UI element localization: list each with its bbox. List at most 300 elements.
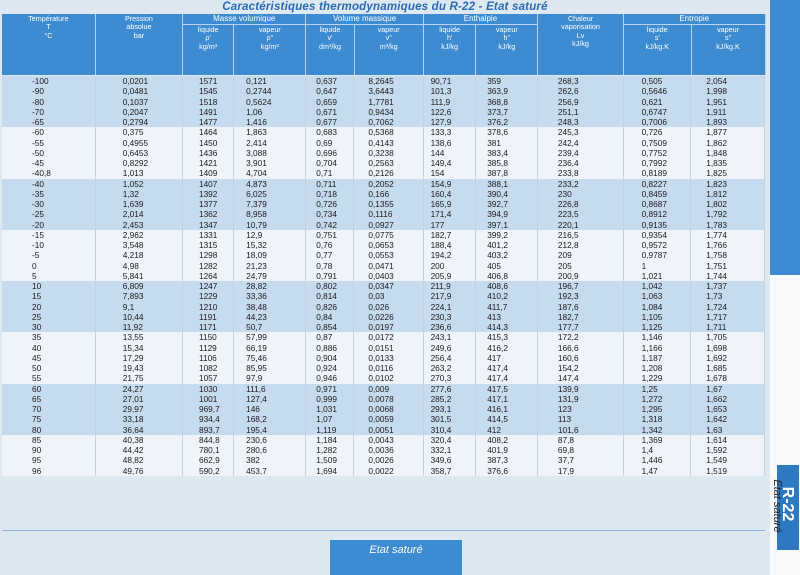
table-cell: 0,505	[623, 76, 691, 86]
table-cell: 408,6	[476, 281, 538, 291]
table-cell: 0,69	[306, 138, 354, 148]
table-cell: 38,48	[234, 302, 306, 312]
table-cell: 113	[537, 414, 623, 424]
table-cell: 417,4	[476, 363, 538, 373]
table-cell: 413	[476, 312, 538, 322]
table-cell: 0,2052	[354, 179, 423, 189]
table-cell: 111,9	[423, 97, 476, 107]
table-cell: 1,825	[691, 168, 765, 178]
table-cell: 0,7752	[623, 148, 691, 158]
table-cell: 410,2	[476, 291, 538, 301]
table-cell: 131,9	[537, 394, 623, 404]
table-cell: 0,2794	[95, 117, 182, 127]
table-cell: 13,55	[95, 332, 182, 342]
table-cell: 0,87	[306, 332, 354, 342]
table-cell: 166,6	[537, 343, 623, 353]
footer-tab: Etat saturé	[330, 540, 462, 575]
table-cell: 1,125	[623, 322, 691, 332]
table-cell: 0,121	[234, 76, 306, 86]
table-cell: 1191	[182, 312, 233, 322]
table-cell: 416,1	[476, 404, 538, 414]
table-cell: 50,7	[234, 322, 306, 332]
table-cell: 36,64	[95, 425, 182, 435]
table-cell: -65	[2, 117, 95, 127]
table-cell: 48,82	[95, 455, 182, 465]
table-cell: 19,43	[95, 363, 182, 373]
table-cell: 65	[2, 394, 95, 404]
table-cell: 0,659	[306, 97, 354, 107]
table-cell: 1,25	[623, 384, 691, 394]
table-row	[2, 343, 765, 353]
table-cell: 0,637	[306, 76, 354, 86]
table-cell: 417,1	[476, 394, 538, 404]
table-cell: 844,8	[182, 435, 233, 445]
table-cell: 383,4	[476, 148, 538, 158]
table-cell: 28,82	[234, 281, 306, 291]
table-cell: 205	[537, 261, 623, 271]
table-cell: 1,67	[691, 384, 765, 394]
table-cell: 0,8459	[623, 189, 691, 199]
table-cell: 0,166	[354, 189, 423, 199]
table-cell: 127,9	[423, 117, 476, 127]
table-cell: 122,6	[423, 107, 476, 117]
table-cell: 403,2	[476, 250, 538, 260]
table-cell: 1,592	[691, 445, 765, 455]
table-cell: 277,6	[423, 384, 476, 394]
table-cell: 87,8	[537, 435, 623, 445]
table-cell: 0,84	[306, 312, 354, 322]
table-row	[2, 230, 765, 240]
table-cell: 1,282	[306, 445, 354, 455]
table-row	[2, 363, 765, 373]
table-cell: 1518	[182, 97, 233, 107]
table-cell: 1,119	[306, 425, 354, 435]
table-cell: 217,9	[423, 291, 476, 301]
table-cell: 262,6	[537, 86, 623, 96]
table-cell: 69,8	[537, 445, 623, 455]
table-cell: 45	[2, 353, 95, 363]
table-row	[2, 76, 765, 86]
table-cell: 0,1116	[354, 209, 423, 219]
table-cell: 0,0043	[354, 435, 423, 445]
table-cell: 411,7	[476, 302, 538, 312]
header-enthalpie: Enthalpie	[423, 14, 537, 25]
table-cell: -90	[2, 86, 95, 96]
table-cell: -10	[2, 240, 95, 250]
table-cell: 0,026	[354, 302, 423, 312]
table-cell: 226,8	[537, 199, 623, 209]
table-row	[2, 394, 765, 404]
table-cell: 780,1	[182, 445, 233, 455]
table-cell: 0,7992	[623, 158, 691, 168]
table-cell: 40,38	[95, 435, 182, 445]
table-cell: 1001	[182, 394, 233, 404]
table-cell: 280,6	[234, 445, 306, 455]
table-cell: 1436	[182, 148, 233, 158]
table-cell: -40	[2, 179, 95, 189]
table-cell: 0,8292	[95, 158, 182, 168]
table-cell: 0,0151	[354, 343, 423, 353]
table-cell: 138,6	[423, 138, 476, 148]
table-cell: 1,4	[623, 445, 691, 455]
table-row	[2, 291, 765, 301]
table-cell: 1,737	[691, 281, 765, 291]
table-cell: 0,0197	[354, 322, 423, 332]
table-cell: 1362	[182, 209, 233, 219]
table-cell: 1,013	[95, 168, 182, 178]
table-row	[2, 250, 765, 260]
table-cell: 417,5	[476, 384, 538, 394]
table-row	[2, 117, 765, 127]
header-pression: Pression absolue bar	[95, 14, 182, 75]
table-cell: 893,7	[182, 425, 233, 435]
table-cell: 97,9	[234, 373, 306, 383]
table-cell: 1331	[182, 230, 233, 240]
table-cell: 6,025	[234, 189, 306, 199]
table-cell: 1,519	[691, 466, 765, 476]
table-cell: 0,0201	[95, 76, 182, 86]
page-title: Caractéristiques thermodynamiques du R-22 - Etat saturé	[222, 1, 548, 13]
table-cell: 182,7	[537, 312, 623, 322]
table-cell: -35	[2, 189, 95, 199]
table-cell: 1315	[182, 240, 233, 250]
table-cell: 230	[537, 189, 623, 199]
table-cell: 160,6	[537, 353, 623, 363]
table-cell: 385,8	[476, 158, 538, 168]
table-cell: 0,677	[306, 117, 354, 127]
table-cell: 0,8227	[623, 179, 691, 189]
table-cell: 209	[537, 250, 623, 260]
table-row	[2, 373, 765, 383]
table-cell: 18,09	[234, 250, 306, 260]
table-cell: 1,63	[691, 425, 765, 435]
table-cell: 1,766	[691, 240, 765, 250]
table-cell: 230,6	[234, 435, 306, 445]
table-cell: 236,4	[537, 158, 623, 168]
table-cell: 0,886	[306, 343, 354, 353]
table-cell: 1,73	[691, 291, 765, 301]
table-cell: 0,6453	[95, 148, 182, 158]
table-cell: 0,9572	[623, 240, 691, 250]
table-cell: 1,951	[691, 97, 765, 107]
table-cell: 1,166	[623, 343, 691, 353]
table-cell: 0,2126	[354, 168, 423, 178]
table-cell: 21,23	[234, 261, 306, 271]
table-cell: 0,0226	[354, 312, 423, 322]
table-cell: 1,863	[234, 127, 306, 137]
side-tab-top	[770, 0, 800, 275]
header-volume-vapeur: vapeur v" m³/kg	[354, 25, 423, 76]
table-cell: 172,2	[537, 332, 623, 342]
table-cell: 133,3	[423, 127, 476, 137]
table-cell: 123	[537, 404, 623, 414]
table-cell: 263,2	[423, 363, 476, 373]
table-cell: 1,042	[623, 281, 691, 291]
table-cell: 1,229	[623, 373, 691, 383]
table-cell: 154,9	[423, 179, 476, 189]
table-cell: 251,1	[537, 107, 623, 117]
table-cell: 0,8189	[623, 168, 691, 178]
table-cell: 0,5368	[354, 127, 423, 137]
table-cell: 0,8687	[623, 199, 691, 209]
table-cell: 236,6	[423, 322, 476, 332]
table-cell: 417	[476, 353, 538, 363]
table-cell: 0,0133	[354, 353, 423, 363]
table-cell: 0,0068	[354, 404, 423, 414]
table-cell: 376,6	[476, 466, 538, 476]
table-cell: 1,031	[306, 404, 354, 414]
table-cell: 147,4	[537, 373, 623, 383]
table-cell: 1407	[182, 179, 233, 189]
table-cell: 1150	[182, 332, 233, 342]
table-cell: 212,8	[537, 240, 623, 250]
table-cell: 1421	[182, 158, 233, 168]
table-cell: 248,3	[537, 117, 623, 127]
table-cell: 30	[2, 322, 95, 332]
table-cell: 200	[423, 261, 476, 271]
table-cell: 0,7062	[354, 117, 423, 127]
header-chaleur: Chaleur vaporisation Lv kJ/kg	[538, 14, 624, 75]
table-cell: 243,1	[423, 332, 476, 342]
table-cell: 1,084	[623, 302, 691, 312]
table-cell: -100	[2, 76, 95, 86]
table-cell: 1057	[182, 373, 233, 383]
table-cell: 1,342	[623, 425, 691, 435]
table-cell: 33,18	[95, 414, 182, 424]
table-cell: 200,9	[537, 271, 623, 281]
table-cell: 349,6	[423, 455, 476, 465]
table-cell: 2,014	[95, 209, 182, 219]
table-cell: 2,453	[95, 220, 182, 230]
table-cell: 4,873	[234, 179, 306, 189]
table-cell: 1264	[182, 271, 233, 281]
table-cell: 194,2	[423, 250, 476, 260]
table-cell: 1171	[182, 322, 233, 332]
table-cell: 0,696	[306, 148, 354, 158]
table-cell: 934,4	[182, 414, 233, 424]
table-row	[2, 353, 765, 363]
table-cell: 2,962	[95, 230, 182, 240]
table-cell: 1298	[182, 250, 233, 260]
table-cell: 4,218	[95, 250, 182, 260]
table-row	[2, 240, 765, 250]
table-cell: 211,9	[423, 281, 476, 291]
table-cell: 0,71	[306, 168, 354, 178]
table-cell: 245,3	[537, 127, 623, 137]
table-cell: 387,3	[476, 455, 538, 465]
table-row	[2, 158, 765, 168]
table-cell: 0,009	[354, 384, 423, 394]
table-cell: 10,44	[95, 312, 182, 322]
table-cell: 0,0078	[354, 394, 423, 404]
table-cell: 1,692	[691, 353, 765, 363]
table-cell: 7,379	[234, 199, 306, 209]
table-cell: 85	[2, 435, 95, 445]
table-cell: 408,2	[476, 435, 538, 445]
table-cell: 0,03	[354, 291, 423, 301]
header-temperature: Température T °C	[2, 14, 95, 75]
table-cell: 390,4	[476, 189, 538, 199]
header-masse-volumique: Masse volumique	[183, 14, 306, 25]
table-cell: 0,0471	[354, 261, 423, 271]
table-cell: 1,783	[691, 220, 765, 230]
table-cell: 0,0481	[95, 86, 182, 96]
table-cell: -20	[2, 220, 95, 230]
table-cell: 0,671	[306, 107, 354, 117]
table-cell: 1,509	[306, 455, 354, 465]
table-cell: 177,7	[537, 322, 623, 332]
table-cell: 0,375	[95, 127, 182, 137]
table-cell: 310,4	[423, 425, 476, 435]
table-row	[2, 209, 765, 219]
table-row	[2, 466, 765, 476]
table-cell: 412	[476, 425, 538, 435]
table-cell: 1210	[182, 302, 233, 312]
table-cell: 35	[2, 332, 95, 342]
header-masse-vapeur: vapeur ρ" kg/m³	[234, 25, 306, 76]
table-cell: 182,7	[423, 230, 476, 240]
table-cell: 1,835	[691, 158, 765, 168]
table-cell: 149,4	[423, 158, 476, 168]
table-cell: 1,7781	[354, 97, 423, 107]
header-masse-liquide: liquide ρ' kg/m³	[183, 25, 234, 76]
table-row	[2, 302, 765, 312]
table-cell: 0,751	[306, 230, 354, 240]
table-cell: 0,4955	[95, 138, 182, 148]
table-cell: 662,9	[182, 455, 233, 465]
table-row	[2, 455, 765, 465]
table-cell: 5,841	[95, 271, 182, 281]
table-cell: 0,0026	[354, 455, 423, 465]
table-cell: 1,877	[691, 127, 765, 137]
table-row	[2, 271, 765, 281]
table-cell: 17,29	[95, 353, 182, 363]
table-cell: 0,971	[306, 384, 354, 394]
table-cell: 0,1355	[354, 199, 423, 209]
table-cell: 144	[423, 148, 476, 158]
table-cell: 0,0347	[354, 281, 423, 291]
table-cell: 0,718	[306, 189, 354, 199]
table-cell: 2,414	[234, 138, 306, 148]
table-cell: 0,683	[306, 127, 354, 137]
table-cell: 1,295	[623, 404, 691, 414]
table-cell: -80	[2, 97, 95, 107]
table-cell: 80	[2, 425, 95, 435]
table-cell: 24,27	[95, 384, 182, 394]
table-cell: 0,742	[306, 220, 354, 230]
table-row	[2, 220, 765, 230]
table-cell: 1491	[182, 107, 233, 117]
table-cell: 146	[234, 404, 306, 414]
table-cell: 15,32	[234, 240, 306, 250]
table-row	[2, 425, 765, 435]
table-cell: 256,4	[423, 353, 476, 363]
table-cell: 15	[2, 291, 95, 301]
table-cell: 0,3238	[354, 148, 423, 158]
table-cell: 111,6	[234, 384, 306, 394]
table-cell: 416,2	[476, 343, 538, 353]
table-cell: 382	[234, 455, 306, 465]
table-cell: 0,647	[306, 86, 354, 96]
table-cell: 0,0775	[354, 230, 423, 240]
table-cell: 24,79	[234, 271, 306, 281]
table-cell: 1,893	[691, 117, 765, 127]
table-cell: 0,4143	[354, 138, 423, 148]
table-cell: 1030	[182, 384, 233, 394]
table-cell: 224,1	[423, 302, 476, 312]
side-code-badge: R-22	[777, 465, 799, 550]
table-cell: 1,184	[306, 435, 354, 445]
table-cell: 37,7	[537, 455, 623, 465]
table-cell: 0,2744	[234, 86, 306, 96]
table-cell: 394,9	[476, 209, 538, 219]
table-cell: 0,621	[623, 97, 691, 107]
table-cell: -40,8	[2, 168, 95, 178]
table-cell: -25	[2, 209, 95, 219]
side-label: Etat saturé	[771, 479, 783, 533]
table-cell: 1,911	[691, 107, 765, 117]
table-cell: 188,4	[423, 240, 476, 250]
table-cell: 55	[2, 373, 95, 383]
table-cell: 1082	[182, 363, 233, 373]
table-cell: 401,2	[476, 240, 538, 250]
table-cell: 0,77	[306, 250, 354, 260]
table-cell: 969,7	[182, 404, 233, 414]
table-cell: 1,063	[623, 291, 691, 301]
table-cell: 10,79	[234, 220, 306, 230]
footer-divider	[2, 530, 765, 531]
table-cell: 160,4	[423, 189, 476, 199]
table-cell: 1409	[182, 168, 233, 178]
table-cell: 25	[2, 312, 95, 322]
table-cell: 363,9	[476, 86, 538, 96]
table-cell: 0,704	[306, 158, 354, 168]
table-row	[2, 107, 765, 117]
table-cell: 75	[2, 414, 95, 424]
table-cell: 154,2	[537, 363, 623, 373]
table-row	[2, 97, 765, 107]
table-cell: 0,9787	[623, 250, 691, 260]
table-row	[2, 189, 765, 199]
table-cell: 139,9	[537, 384, 623, 394]
table-cell: 1,774	[691, 230, 765, 240]
table-cell: 1,802	[691, 199, 765, 209]
table-cell: 9,1	[95, 302, 182, 312]
table-cell: 0,9354	[623, 230, 691, 240]
header-enthalpie-vapeur: vapeur h" kJ/kg	[476, 25, 538, 76]
table-header	[2, 14, 765, 75]
table-row	[2, 445, 765, 455]
table-cell: 230,3	[423, 312, 476, 322]
table-cell: 177	[423, 220, 476, 230]
table-cell: -50	[2, 148, 95, 158]
table-cell: 168,2	[234, 414, 306, 424]
table-cell: 60	[2, 384, 95, 394]
table-row	[2, 179, 765, 189]
table-cell: 378,6	[476, 127, 538, 137]
table-cell: 1450	[182, 138, 233, 148]
table-cell: 0,999	[306, 394, 354, 404]
table-cell: 376,2	[476, 117, 538, 127]
table-cell: 0,7006	[623, 117, 691, 127]
table-cell: 1,724	[691, 302, 765, 312]
table-row	[2, 312, 765, 322]
table-cell: 44,23	[234, 312, 306, 322]
table-cell: 195,4	[234, 425, 306, 435]
table-cell: 233,2	[537, 179, 623, 189]
table-cell: 414,5	[476, 414, 538, 424]
header-volume-liquide: liquide v' dm³/kg	[306, 25, 354, 76]
